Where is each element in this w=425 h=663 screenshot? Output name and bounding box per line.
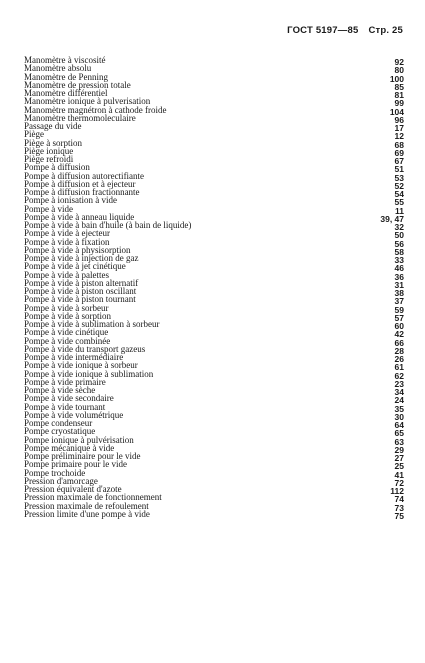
index-page-ref: 30 xyxy=(394,411,404,422)
index-page-ref: 73 xyxy=(394,502,404,513)
index-term: Manomètre de Penning xyxy=(24,71,108,82)
index-term: Manomètre thermomoleculaire xyxy=(24,112,136,123)
index-term: Passage du vide xyxy=(24,121,82,131)
index-term: Pompe à vide xyxy=(24,203,73,214)
index-page-ref: 55 xyxy=(394,197,404,208)
index-term: Manomètre magnétron à cathode froide xyxy=(24,104,167,115)
index-page-ref: 36 xyxy=(394,271,404,282)
index-term: Pompe à vide volumétrique xyxy=(24,409,124,420)
index-page-ref: 99 xyxy=(394,98,404,109)
page-header xyxy=(287,25,403,36)
standard-number: ГОСТ 5197—85 xyxy=(287,25,359,36)
index-page-ref: 24 xyxy=(394,395,404,406)
index-term: Pompe à vide à sorption xyxy=(24,310,111,321)
index-page-ref: 72 xyxy=(394,477,404,488)
index-page-ref: 69 xyxy=(394,147,404,158)
index-entry xyxy=(24,195,404,208)
index-page-ref: 42 xyxy=(394,329,404,340)
index-term: Pompe mécanique à vide xyxy=(24,442,115,453)
index-term: Pression limite d'une pompe à vide xyxy=(24,508,150,519)
index-page-ref: 26 xyxy=(394,354,404,364)
index-page-ref: 66 xyxy=(394,337,404,348)
index-term: Piège à sorption xyxy=(24,137,82,148)
index-page-ref: 112 xyxy=(390,486,404,496)
index-page-ref: 34 xyxy=(394,387,404,397)
index-page-ref: 37 xyxy=(394,296,404,307)
index-page-ref: 17 xyxy=(394,123,404,133)
page-number: Стр. 25 xyxy=(368,25,403,36)
index-term: Pompe à vide à piston tournant xyxy=(24,294,136,305)
index-term: Pompe ionique à pulvérisation xyxy=(24,434,134,445)
index-term: Manomètre différentiel xyxy=(24,88,108,98)
index-term: Pompe primaire pour le vide xyxy=(24,459,127,470)
index-term: Pompe à vide à sublimation à sorbeur xyxy=(24,319,160,329)
index-page-ref: 61 xyxy=(394,362,404,373)
index-page-ref: 54 xyxy=(394,189,404,199)
index-page-ref: 60 xyxy=(394,321,404,331)
index-page-ref: 23 xyxy=(394,378,404,389)
index-term: Pompe à diffusion et à ejecteur xyxy=(24,178,136,189)
index-term: Pompe à vide sèche xyxy=(24,385,96,395)
term-index xyxy=(24,55,404,521)
index-term: Pompe à vide à physisorption xyxy=(24,244,131,255)
index-page-ref: 58 xyxy=(394,246,404,257)
index-term: Pompe à vide ionique à sorbeur xyxy=(24,360,138,371)
index-term: Pompe à vide ionique à sublimation xyxy=(24,368,154,379)
index-term: Pompe à vide combinée xyxy=(24,335,111,346)
index-term: Pression d'amorcage xyxy=(24,475,98,486)
index-page-ref: 59 xyxy=(394,304,404,315)
index-page-ref: 38 xyxy=(394,288,404,298)
index-term: Pompe à vide à injection de gaz xyxy=(24,253,139,263)
index-page-ref: 85 xyxy=(394,81,404,92)
index-term: Pompe à diffusion fractionnante xyxy=(24,187,140,197)
index-page-ref: 31 xyxy=(394,279,404,290)
index-page-ref: 29 xyxy=(394,444,404,455)
index-page-ref: 28 xyxy=(394,345,404,356)
index-term: Pompe à vide cinétique xyxy=(24,327,109,338)
index-entry xyxy=(24,145,404,158)
index-term: Pompe à vide intermédiaire xyxy=(24,352,124,362)
index-page-ref: 62 xyxy=(394,370,404,381)
index-term: Pompe à diffusion autorectifiante xyxy=(24,170,145,181)
index-term: Manomètre à viscosité xyxy=(24,55,106,65)
index-page-ref: 53 xyxy=(394,172,404,183)
index-page-ref: 27 xyxy=(394,453,404,463)
index-page-ref: 96 xyxy=(394,114,404,125)
index-page-ref: 56 xyxy=(394,238,404,249)
index-term: Pompe à vide à bain d'huile (à bain de liquide) xyxy=(24,220,192,230)
index-term: Pompe à vide secondaire xyxy=(24,393,114,404)
index-page-ref: 63 xyxy=(394,436,404,447)
index-term: Pompe à vide primaire xyxy=(24,376,106,387)
index-term: Pompe cryostatique xyxy=(24,426,96,437)
index-entry xyxy=(24,121,404,133)
index-page-ref: 25 xyxy=(394,461,404,472)
index-term: Pompe à vide à palettes xyxy=(24,269,109,280)
index-page-ref: 50 xyxy=(394,230,404,241)
index-term: Pompe à vide à jet cinétique xyxy=(24,261,126,272)
index-term: Pompe à vide à anneau liquide xyxy=(24,211,135,222)
index-page-ref: 67 xyxy=(394,156,404,166)
index-term: Pression maximale de fonctionnement xyxy=(24,492,162,503)
index-page-ref: 51 xyxy=(394,164,404,175)
index-page-ref: 81 xyxy=(394,90,404,100)
index-term: Piège ionique xyxy=(24,145,74,156)
index-page-ref: 74 xyxy=(394,494,404,505)
index-term: Piège xyxy=(24,129,44,140)
index-term: Pompe à vide à ejecteur xyxy=(24,228,110,239)
index-term: Pompe à vide du transport gazeus xyxy=(24,343,146,354)
index-page-ref: 32 xyxy=(394,222,404,232)
index-page-ref: 92 xyxy=(394,57,404,67)
index-term: Pompe à vide tournant xyxy=(24,401,106,412)
index-page-ref: 65 xyxy=(394,428,404,439)
index-entry xyxy=(24,137,404,150)
index-term: Pompe condenseur xyxy=(24,418,93,428)
index-page-ref: 12 xyxy=(394,131,404,142)
index-page-ref: 41 xyxy=(394,469,404,480)
index-page-ref: 11 xyxy=(395,205,404,216)
index-term: Pompe à vide à fixation xyxy=(24,236,110,247)
index-term: Manomètre ionique à pulverisation xyxy=(24,96,151,107)
index-term: Pompe préliminaire pour le vide xyxy=(24,451,141,461)
index-term: Pompe à ionisation à vide xyxy=(24,195,117,206)
index-page-ref: 75 xyxy=(394,510,404,521)
index-term: Pompe trochoide xyxy=(24,467,86,478)
index-page-ref: 64 xyxy=(394,420,404,430)
index-term: Manomètre absolu xyxy=(24,63,92,74)
index-term: Pompe à vide à piston alternatif xyxy=(24,277,139,288)
index-page-ref: 68 xyxy=(394,139,404,150)
index-page-ref: 80 xyxy=(394,65,404,76)
index-term: Piège refroidi xyxy=(24,154,74,164)
index-page-ref: 39, 47 xyxy=(380,213,404,224)
index-page-ref: 35 xyxy=(394,403,404,414)
index-page-ref: 52 xyxy=(394,180,404,191)
index-term: Pompe à vide à piston oscillant xyxy=(24,286,137,296)
index-page-ref: 100 xyxy=(389,73,404,84)
index-term: Manomètre de pression totale xyxy=(24,79,131,90)
index-page-ref: 57 xyxy=(394,312,404,323)
index-term: Pression équivalent d'azote xyxy=(24,484,122,494)
index-page-ref: 46 xyxy=(394,263,404,274)
index-term: Pompe à vide à sorbeur xyxy=(24,302,109,313)
index-term: Pompe à diffusion xyxy=(24,162,90,173)
index-page-ref: 33 xyxy=(394,255,404,265)
index-term: Pression maximale de refoulement xyxy=(24,500,149,511)
index-page-ref: 104 xyxy=(389,106,404,117)
index-entry xyxy=(24,508,404,521)
